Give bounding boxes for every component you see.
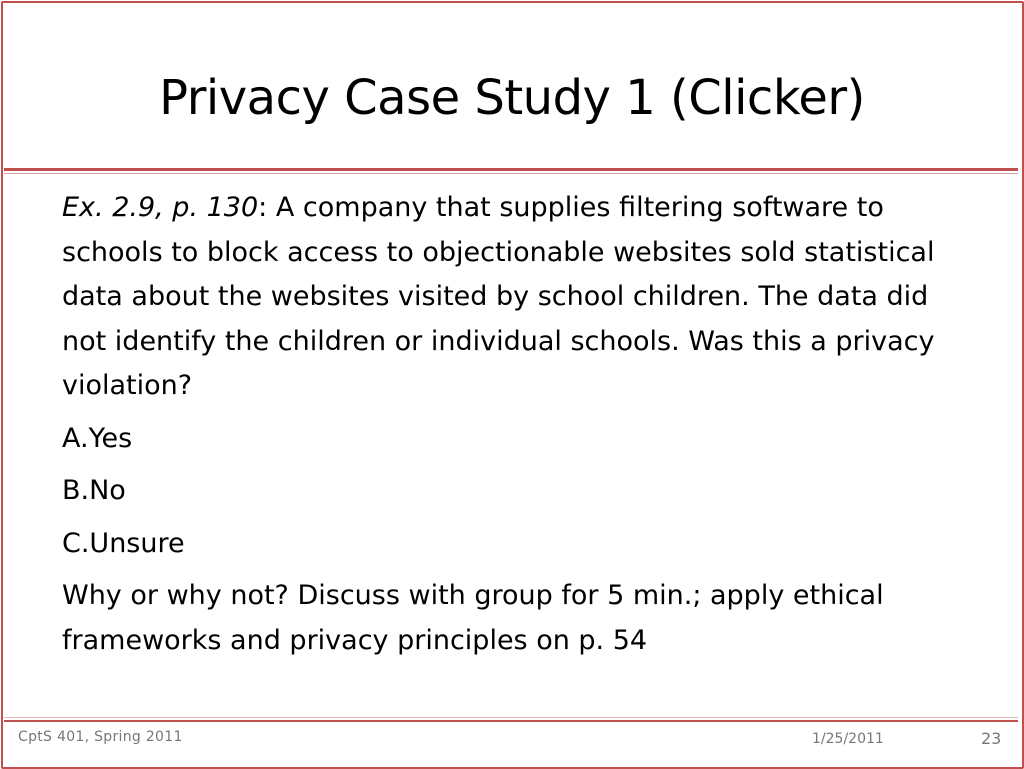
option-a: A.Yes xyxy=(62,422,133,454)
footer-divider-thin xyxy=(4,717,1018,718)
footer-date: 1/25/2011 xyxy=(812,731,884,747)
option-c: C.Unsure xyxy=(62,527,185,559)
footer-divider xyxy=(4,720,1018,722)
question-text: A company that supplies filtering software to schools to block access to objectionable websites sold statistical data about the websites visited by school children. The data did not identify the children or individual schools. Was this a privacy violation? xyxy=(62,192,935,401)
slide-body xyxy=(62,186,967,671)
followup-paragraph: Why or why not? Discuss with group for 5 min.; apply ethical frameworks and privacy principles on p. 54 xyxy=(62,580,884,656)
option-b: B.No xyxy=(62,475,126,506)
footer-course: CptS 401, Spring 2011 xyxy=(18,729,183,745)
slide-title: Privacy Case Study 1 (Clicker) xyxy=(159,70,865,126)
question-citation: Ex. 2.9, p. 130 xyxy=(62,192,259,223)
citation-separator: : xyxy=(258,192,268,223)
question-paragraph xyxy=(62,186,967,409)
title-divider-thin xyxy=(4,173,1018,174)
slide-number: 23 xyxy=(981,729,1002,748)
title-divider xyxy=(4,168,1018,171)
